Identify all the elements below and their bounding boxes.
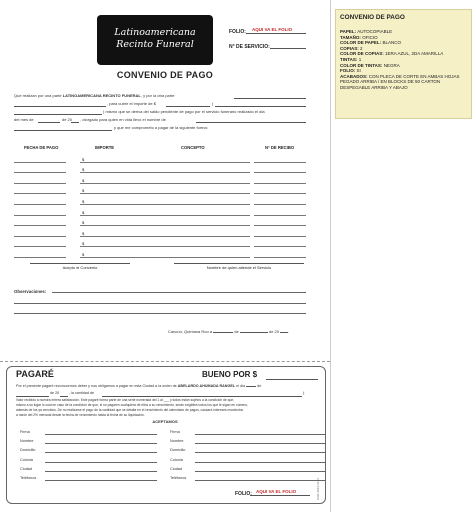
concepto-cell[interactable] bbox=[142, 187, 250, 194]
importe-cell[interactable] bbox=[80, 166, 142, 173]
convenio-line-5: y que me comprometo a pagar de la siguiente forma: bbox=[114, 125, 208, 130]
pagare-field-line[interactable] bbox=[45, 466, 157, 472]
deceased-name-line bbox=[196, 117, 306, 123]
pagare-line-2b: , la cantidad de bbox=[69, 391, 95, 395]
signature-accept: Acepto el Convenio bbox=[30, 263, 130, 270]
amount-words-line bbox=[215, 101, 306, 107]
recibo-cell[interactable] bbox=[254, 177, 306, 184]
logo-line-2: Recinto Funeral bbox=[116, 39, 194, 50]
pagare-line-1 bbox=[16, 384, 261, 388]
pagare-field-label: Domicilio bbox=[170, 448, 186, 453]
fecha-cell[interactable] bbox=[14, 209, 66, 216]
importe-cell[interactable] bbox=[80, 187, 142, 194]
servicio-line bbox=[270, 41, 306, 49]
recibo-cell[interactable] bbox=[254, 240, 306, 247]
importe-cell[interactable] bbox=[80, 156, 142, 163]
importe-cell[interactable] bbox=[80, 209, 142, 216]
recibo-cell[interactable] bbox=[254, 251, 306, 258]
dollar-sign: $ bbox=[82, 251, 85, 257]
concepto-cell[interactable] bbox=[142, 240, 250, 247]
observaciones-line-3 bbox=[14, 308, 306, 314]
concepto-cell[interactable] bbox=[142, 166, 250, 173]
spec-value: NEGRA bbox=[383, 62, 400, 68]
table-row bbox=[14, 194, 306, 205]
pagare-field-label: Teléfonos bbox=[170, 476, 187, 480]
spec-value: AUTOCOPIABLE bbox=[357, 29, 393, 34]
col-header-fecha: FECHA DE PAGO bbox=[24, 145, 59, 150]
pagare-title: PAGARÉ bbox=[16, 369, 54, 379]
spec-key: COLOR DE COPIAS: bbox=[340, 51, 384, 57]
table-row bbox=[14, 152, 306, 163]
spec-value: CON PLECA DE CORTE EN AMBAS HOJAS PEGADO ARRIBA / EN BLOCKS DE 50 CARTON DESPEGABLE ARRIBA Y ABAJO bbox=[340, 73, 460, 90]
servicio-label: N° DE SERVICIO: bbox=[229, 44, 270, 50]
spec-key: ACABADOS: bbox=[340, 73, 368, 79]
recibo-cell[interactable] bbox=[254, 156, 306, 163]
pagare-field-label: Ciudad bbox=[170, 466, 183, 471]
year-line bbox=[71, 117, 79, 123]
table-row bbox=[14, 226, 306, 237]
importe-cell[interactable] bbox=[80, 198, 142, 205]
spec-key: PAPEL: bbox=[340, 29, 357, 34]
fecha-cell[interactable] bbox=[14, 166, 66, 173]
spec-key: FOLIO: bbox=[340, 68, 356, 74]
aceptamos-label: ACEPTAMOS bbox=[152, 419, 178, 424]
party-line-2 bbox=[14, 101, 106, 107]
table-row bbox=[14, 237, 306, 248]
pagare-line-6: a razón del 2% mensual desde la fecha de vencimiento hasta la fecha de su liquidación. bbox=[16, 413, 145, 417]
pagare-field-label: Domicilio bbox=[20, 448, 36, 453]
pagare-field-label: Firma bbox=[20, 430, 30, 434]
observaciones-label: Observaciones: bbox=[14, 289, 47, 294]
recibo-cell[interactable] bbox=[254, 187, 306, 194]
convenio-text: Que realizan por una parte bbox=[14, 93, 63, 98]
pagare-folio-label: FOLIO: bbox=[235, 491, 252, 497]
spec-title: CONVENIO DE PAGO bbox=[340, 14, 405, 21]
table-row bbox=[14, 163, 306, 174]
amount-words-blank bbox=[102, 391, 302, 397]
importe-cell[interactable] bbox=[80, 251, 142, 258]
pagare-line-2a: de 20 bbox=[50, 391, 60, 395]
pagare-field-line[interactable] bbox=[45, 438, 157, 444]
table-row bbox=[14, 247, 306, 258]
folio-value: AQUI VA EL FOLIO bbox=[252, 27, 293, 32]
recibo-cell[interactable] bbox=[254, 219, 306, 226]
spec-value: 1ERA AZUL, 2DA AMARILLA bbox=[385, 51, 444, 57]
concepto-cell[interactable] bbox=[142, 251, 250, 258]
table-row bbox=[14, 173, 306, 184]
table-row bbox=[14, 184, 306, 195]
fecha-cell[interactable] bbox=[14, 240, 66, 247]
fecha-cell[interactable] bbox=[14, 156, 66, 163]
convenio-line-4a: del mes de bbox=[14, 117, 34, 122]
paren-open: ( bbox=[212, 101, 214, 106]
dollar-sign: $ bbox=[82, 156, 85, 162]
concepto-cell[interactable] bbox=[142, 219, 250, 226]
dollar-sign: $ bbox=[82, 188, 85, 194]
day-blank bbox=[213, 332, 233, 333]
concepto-cell[interactable] bbox=[142, 198, 250, 205]
place-text: . bbox=[288, 329, 290, 334]
fecha-cell[interactable] bbox=[14, 251, 66, 258]
bueno-line bbox=[266, 371, 318, 380]
place-text: de 20 bbox=[268, 329, 279, 334]
pagare-field-line[interactable] bbox=[45, 475, 157, 481]
month-blank bbox=[16, 391, 49, 397]
dollar-sign: $ bbox=[82, 198, 85, 204]
dollar-sign: $ bbox=[82, 177, 85, 183]
pagare-field-label: Firma bbox=[170, 430, 180, 434]
pagare-field-line[interactable] bbox=[195, 429, 325, 435]
pagare-field-line[interactable] bbox=[195, 457, 325, 463]
recibo-cell[interactable] bbox=[254, 230, 306, 237]
importe-cell[interactable] bbox=[80, 177, 142, 184]
pagare-text: el día bbox=[235, 384, 246, 388]
page-title: CONVENIO DE PAGO bbox=[116, 70, 214, 80]
place-text: de bbox=[234, 329, 239, 334]
concepto-cell[interactable] bbox=[142, 209, 250, 216]
observaciones-line-1 bbox=[52, 287, 306, 293]
spec-value: 2 bbox=[360, 45, 363, 51]
form-code: CAR-2014-VFCI bbox=[316, 478, 320, 500]
place-text: Cancún, Quintana Roo a bbox=[168, 329, 213, 334]
spec-list bbox=[336, 21, 471, 91]
fecha-cell[interactable] bbox=[14, 219, 66, 226]
observaciones-line-2 bbox=[14, 298, 306, 304]
col-header-concepto: CONCEPTO bbox=[181, 145, 205, 150]
month-line bbox=[38, 117, 60, 123]
pagare-field-line[interactable] bbox=[195, 475, 325, 481]
spec-value: OFICIO bbox=[362, 34, 378, 40]
table-row bbox=[14, 205, 306, 216]
month-blank bbox=[240, 332, 268, 333]
convenio-line-2: , para cubrir el importe de $ bbox=[107, 101, 156, 106]
pagare-field-line[interactable] bbox=[195, 466, 325, 472]
pagare-field-line[interactable] bbox=[45, 447, 157, 453]
spec-key: COPIAS: bbox=[340, 45, 359, 51]
pagare-field-label: Nombre bbox=[170, 439, 184, 444]
fecha-cell[interactable] bbox=[14, 230, 66, 237]
pagare-line-3: Valor recibido a nuestra entera satisfacción. Este pagaré forma parte de una serie numerada del 1 al ___ y todos están sujetos a la condición de que, bbox=[16, 398, 235, 402]
pagare-text: de bbox=[257, 384, 262, 388]
spec-key: COLOR DE PAPEL: bbox=[340, 40, 382, 46]
pagare-field-label: Teléfonos bbox=[20, 476, 37, 480]
importe-cell[interactable] bbox=[80, 230, 142, 237]
pagare-text: Por el presente pagaré reconocemos deber y nos obligamos a pagar en esta Ciudad a la orden de bbox=[16, 384, 178, 388]
dollar-sign: $ bbox=[82, 167, 85, 173]
dollar-sign: $ bbox=[82, 209, 85, 215]
dollar-sign: $ bbox=[82, 241, 85, 247]
pagare-field-line[interactable] bbox=[45, 457, 157, 463]
spec-note bbox=[335, 9, 472, 119]
place-date bbox=[168, 329, 289, 334]
year-blank bbox=[60, 391, 68, 397]
convenio-line-3: ) mismo que se deriva del saldo pendiente de pago por el servicio funerario realizado el día bbox=[103, 109, 265, 114]
spec-key: COLOR DE TINTAS: bbox=[340, 62, 383, 68]
convenio-line-4b: de 20 bbox=[62, 117, 73, 122]
party-line bbox=[234, 93, 306, 99]
importe-cell[interactable] bbox=[80, 240, 142, 247]
logo-line-1: Latinoamericana bbox=[114, 27, 196, 38]
spec-value: 1 bbox=[358, 56, 362, 62]
company-logo bbox=[97, 15, 213, 65]
pagare-line-2c: ). bbox=[303, 391, 306, 395]
fecha-cell[interactable] bbox=[14, 198, 66, 205]
pagare-field-label: Colonia bbox=[170, 457, 183, 462]
spec-key: TAMAÑO: bbox=[340, 34, 361, 40]
folio-label: FOLIO: bbox=[229, 29, 246, 35]
spec-key: TINTAS: bbox=[340, 56, 358, 62]
amount-line bbox=[166, 101, 210, 107]
spec-item bbox=[340, 74, 467, 91]
fecha-cell[interactable] bbox=[14, 187, 66, 194]
pagare-folio-value: AQUI VA EL FOLIO bbox=[256, 489, 297, 494]
pagare-field-line[interactable] bbox=[195, 447, 325, 453]
concepto-cell[interactable] bbox=[142, 156, 250, 163]
convenio-line-1 bbox=[14, 93, 174, 98]
payments-table bbox=[14, 152, 306, 258]
cut-line bbox=[0, 361, 330, 362]
convenio-line-4c: , otorgado para quien en vida llevó el nombre de bbox=[80, 117, 166, 122]
dollar-sign: $ bbox=[82, 220, 85, 226]
concepto-cell[interactable] bbox=[142, 177, 250, 184]
col-header-importe: IMPORTE bbox=[95, 145, 115, 150]
pagare-field-label: Nombre bbox=[20, 439, 34, 444]
col-header-recibo: N° DE RECIBO bbox=[265, 145, 295, 150]
day-blank bbox=[246, 386, 256, 387]
pagare-field-line[interactable] bbox=[45, 429, 157, 435]
pagare-field-label: Ciudad bbox=[20, 466, 33, 471]
deceased-name-line-2 bbox=[14, 125, 112, 131]
pagare-line-4: mismo a su lugar lo cual en caso de la condición de que, si no pagaren cualquiera de ellos a su vencimiento, serán exigibles todos los que le sigan en número, bbox=[16, 403, 249, 407]
pagare-field-label: Colonia bbox=[20, 457, 33, 462]
spec-value: BLANCO bbox=[382, 40, 401, 46]
concepto-cell[interactable] bbox=[142, 230, 250, 237]
signature-attendant: Nombre de quien atiende el Servicio bbox=[174, 263, 304, 270]
recibo-cell[interactable] bbox=[254, 198, 306, 205]
recibo-cell[interactable] bbox=[254, 166, 306, 173]
payee-name: ABELARDO AHUMADA RANGEL bbox=[177, 384, 236, 388]
bueno-por: BUENO POR $ bbox=[202, 370, 258, 379]
importe-cell[interactable] bbox=[80, 219, 142, 226]
amount-words-line-2 bbox=[14, 109, 102, 115]
convenio-text: , y por la otra parte bbox=[140, 93, 175, 98]
recibo-cell[interactable] bbox=[254, 209, 306, 216]
fecha-cell[interactable] bbox=[14, 177, 66, 184]
table-row bbox=[14, 216, 306, 227]
spec-value: SI bbox=[356, 68, 361, 74]
year-blank bbox=[280, 332, 288, 333]
pagare-line-5: además de los ya vencidos. De no realizarse el pago de la cantidad que se detalla en el vencimiento del calendario de pagos, causará intereses moratorios bbox=[16, 408, 244, 412]
company-name: LATINOAMERICANA RECINTO FUNERAL bbox=[62, 93, 141, 98]
dollar-sign: $ bbox=[82, 230, 85, 236]
pagare-field-line[interactable] bbox=[195, 438, 325, 444]
